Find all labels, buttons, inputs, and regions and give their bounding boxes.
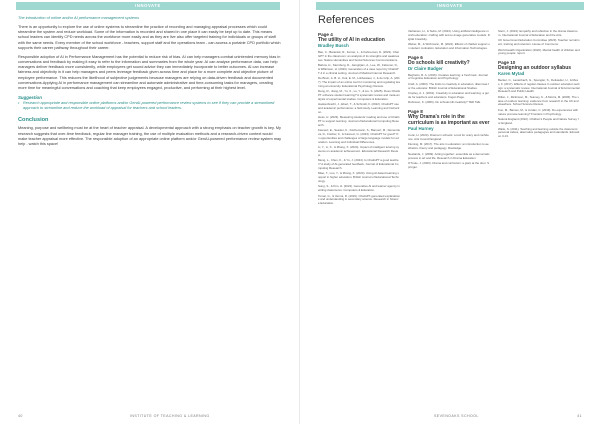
reference-entry: World Health Organization (2022). Mental health of children and young people: report.: [498, 47, 580, 56]
references-column-1: [318, 30, 400, 210]
right-footer-publication: SEVENOAKS SCHOOL: [434, 414, 479, 418]
reference-entry: Miao, T., Luo, Y., & Zhang, X. (2024). Using AI-based learning support in higher education. British Journal of Educational Technology.: [318, 171, 399, 183]
reference-entry: Cook, H. (2024). Drama in schools: a tool for oracy and confidence. Arts Council England.: [408, 133, 489, 141]
reference-section: [408, 55, 490, 106]
reference-entry: Meng, L., Chen, K., & Yu, J. (2024). Is ChatGPT a good teacher? A study of AI-generated feedback. Journal of Educational Computing Research.: [318, 158, 399, 170]
reference-entry: Deng, R., Jiang, M., Yu, X., Lu, Y., & Liu, S. (2025). Does ChatGPT enhance student learning? A systematic review and meta-analysis of experimental studies. Computers & Education.: [318, 89, 400, 101]
reference-entry: Li, Y., Li, X., & Zhang, X. (2024). Impact of intelligent tutoring systems on academic achievement. Educational Research Review.: [318, 145, 400, 157]
reference-entry: Bao, C., Baraniuk, R., Ferrier, L., & Kahneman, D. (2023). ChatGPT in the classroom: an analysis of its strengths and weaknesses. Nature Humanities and Social Sciences Communications.: [318, 50, 400, 62]
suggestion-list: [18, 101, 282, 111]
reference-entry: O'Toole, J. (2020). Drama and curriculum: a giant at the door. Springer.: [408, 161, 490, 169]
right-header-bar: [316, 2, 584, 10]
reference-entry: Tomar, G., & Verma, R. (2023). ChatGPT-generated explanations and understanding in secondary science. Research in Science Education.: [318, 193, 400, 206]
reference-entry: Beghetto, R. A. (2016). Creative learning: a fresh look. Journal of Cognitive Education and Psychology.: [408, 72, 488, 81]
left-article-body: [18, 16, 282, 151]
reference-entry: Fleming, M. (2017). The arts in education: an introduction to aesthetics, theory and pedagogy. Routledge.: [408, 142, 489, 151]
reference-entry: Hackenbracht, J., Ebert, T., & Schmidt, F. (2022). ChatGPT use and academic performance: a field study. Learning and Instruction.: [318, 102, 400, 114]
reference-entry: Kuo, M., Barnes, M., & Jordan, C. (2019). Do experiences with nature promote learning? Frontiers in Psychology.: [498, 107, 579, 116]
reference-entry: Becker, C., Lauterbach, G., Spengler, S., Dettweiler, U., & Mess, F. (2017). Effects of regular classes in outdoor education settings: a systematic review. International Journal of Environmental Research and Public Health.: [498, 78, 580, 94]
reference-entry: Barlow, H., Sternberg, D., Jamgirjian, A., Lee, W., Falconer, D., & Wilkinson, H. (2023). Generation of a case report by ChatGPT-4 in a clinical setting. Journal of Medical Internet Research.: [318, 63, 399, 75]
section-article-title: Why Drama's role in the curriculum is as important as ever: [408, 114, 490, 127]
reference-entry: Stern, J. (2024). Empathy and reflection in the drama classroom. International Journal of Education and the Arts.: [498, 29, 578, 37]
reference-section: [408, 109, 490, 169]
suggestion-box: [18, 95, 282, 111]
references-column-2: [408, 30, 490, 174]
intro-heading: The introduction of online and/or AI performance management systems: [18, 16, 139, 20]
left-page-number: 40: [18, 414, 23, 418]
left-header-label: INNOVATE: [135, 3, 161, 8]
reference-section: [498, 30, 580, 56]
reference-entry: Kasneci, E., Sessler, K., Küchemann, S., Bannert, M., Dementieva, D., Fischer, F., & Kasneci, G. (2023). ChatGPT for good? On opportunities and challenges of large language models for education. Learning and Individual Differences.: [318, 128, 400, 144]
right-page-number: 41: [577, 414, 582, 418]
reference-section: [408, 30, 490, 51]
left-header-bar: [16, 2, 280, 10]
right-header-label: INNOVATE: [437, 3, 463, 8]
reference-entry: Waite, S. (2011). Teaching and learning outside the classroom: personal values, alternative pedagogies and standards. Education 3-13.: [498, 126, 580, 139]
reference-entry: Sung, S., & Kim, H. (2024). Generative AI and learner agency in writing classrooms. Computers & Education.: [318, 184, 400, 192]
section-page-label: Page 10: [498, 60, 516, 66]
right-page: [300, 0, 600, 424]
section-page-label: Page 4: [318, 32, 333, 37]
section-author: Paul Hurney: [408, 126, 434, 132]
reference-entry: Hess, H. (2023). Measuring students' reading and use of ChatGPT to support learning. Journal of Educational Computing Research.: [318, 115, 400, 127]
reference-entry: Cropley, A. J. (2001). Creativity in education and learning: a guide for teachers and educators. Kogan Page.: [408, 91, 489, 99]
reference-entry: Natural England (2022). Children's People and Nature Survey for England.: [498, 117, 579, 125]
body-paragraph: Responsible adoption of AI in Performance Management has the potential to reduce risk of bias. AI can help managers combat unintended memory bias in conversations and feedback by making it easy to refer to the information and summaries from the whole year. AI can analyse performance data, can help managers deliver feedback more consistently, while employees get sound advice they can immediately incorporate to better outcomes. AI can increase fairness and objectivity in it can help managers and peers leverage feedback given across time and place for a more complete and objective picture of employee performance. This reduces the likelihood of subjective judgements because managers are relying on data-driven feedback and documented conversations.Applying AI in performance management can streamline and automate administrative and time-consuming tasks for managers, creating more time for meaningful conversations and coaching that keep employees engaged, productive, and performing at their highest level.: [18, 54, 281, 90]
reference-entry: Neelands, J. (2009). Acting together: ensemble as a democratic process in art and life. Research in Drama Education.: [408, 151, 490, 160]
suggestion-item: • Research appropriate and responsible online platforms and/or GenAI-powered performance review systems to see if they can provide a streamlined approach to streamline and reduce the workload of appraisal for teachers and school leaders.: [18, 101, 282, 111]
suggestion-title: Suggestion: [18, 95, 42, 101]
section-page-label: Page 6: [408, 54, 423, 60]
reference-entry: Robinson, K. (2006). Do schools kill creativity? TED Talk.: [408, 100, 481, 105]
section-article-title: Designing an outdoor syllabus: [498, 65, 572, 72]
section-page-label: Page 8: [408, 109, 423, 115]
references-title: References: [318, 14, 375, 26]
conclusion-heading: Conclusion: [18, 117, 49, 124]
reference-entry: Dillon, J., Rickinson, M., Teamey, K., & Morris, M. (2006). The value of outdoor learning: evidence from research in the UK and elsewhere. School Science Review.: [498, 94, 579, 107]
section-article-title: The utility of AI in education: [318, 37, 385, 43]
section-author: Bradley Busch: [318, 43, 349, 48]
left-footer-publication: INSTITUTE OF TEACHING & LEARNING: [130, 414, 210, 418]
conclusion-paragraph: Meaning, purpose and wellbeing must be at the heart of teacher appraisal. A developmental approach with a strong emphasis on teacher growth is key. My research suggests that over-time feedback, regular line manager training, the use of multiple evaluation methods and a research-driven context would make teacher appraisal more effective. The responsible adoption of an appropriate online platform and/or GenAI-powered performance review system may help - watch this space!: [18, 126, 282, 146]
body-paragraph: There is an opportunity to explore the use of online systems to streamline the practice of recording and managing appraisal processes which could streamline the system and reduce workload. Some of the information is recorded and shared in one place it can easily be kept up to date. This means school leaders can identify CPD needs across the workforce more easily and as they are live also offer targeted training for individuals or groups of staff with the same needs. Every member of the school workforce - teachers, support staff and the operations team - can access a portable CPD portfolio which supports their career pathway throughout their career.: [18, 25, 281, 50]
reference-entry: Weber, M., & Wichmann, M. (2024). Effects of chatbot support on student motivation. Education and Information Technologies.: [408, 42, 490, 50]
section-author: Karen Mytad: [498, 71, 525, 77]
section-article-title: Do schools kill creativity?: [408, 59, 470, 66]
section-author: Dr Claire Badger: [408, 65, 443, 71]
reference-section: [498, 60, 580, 139]
reference-entry: Vartiainen, H., & Tedre, M. (2023). Using artificial intelligence in craft education: crafting with text-to-image generative models. Digital Creativity.: [408, 29, 490, 41]
reference-entry: UK Government Education Committee (2023). Teacher recruitment, training and retention. House of Commons.: [498, 38, 580, 47]
reference-entry: Craft, A. (2003). The limits to creativity in education: dilemmas for the educator. British Journal of Educational Studies.: [408, 81, 489, 90]
references-column-3: [498, 30, 580, 143]
reference-section: [318, 32, 400, 206]
reference-entry: De Bruin, A. B. H., Kok, E. M., Lobbestael, J., & de Grip, A. (2017). The impact of an online tool for monitoring and regulating learning at university. Educational Psychology Review.: [318, 76, 400, 88]
